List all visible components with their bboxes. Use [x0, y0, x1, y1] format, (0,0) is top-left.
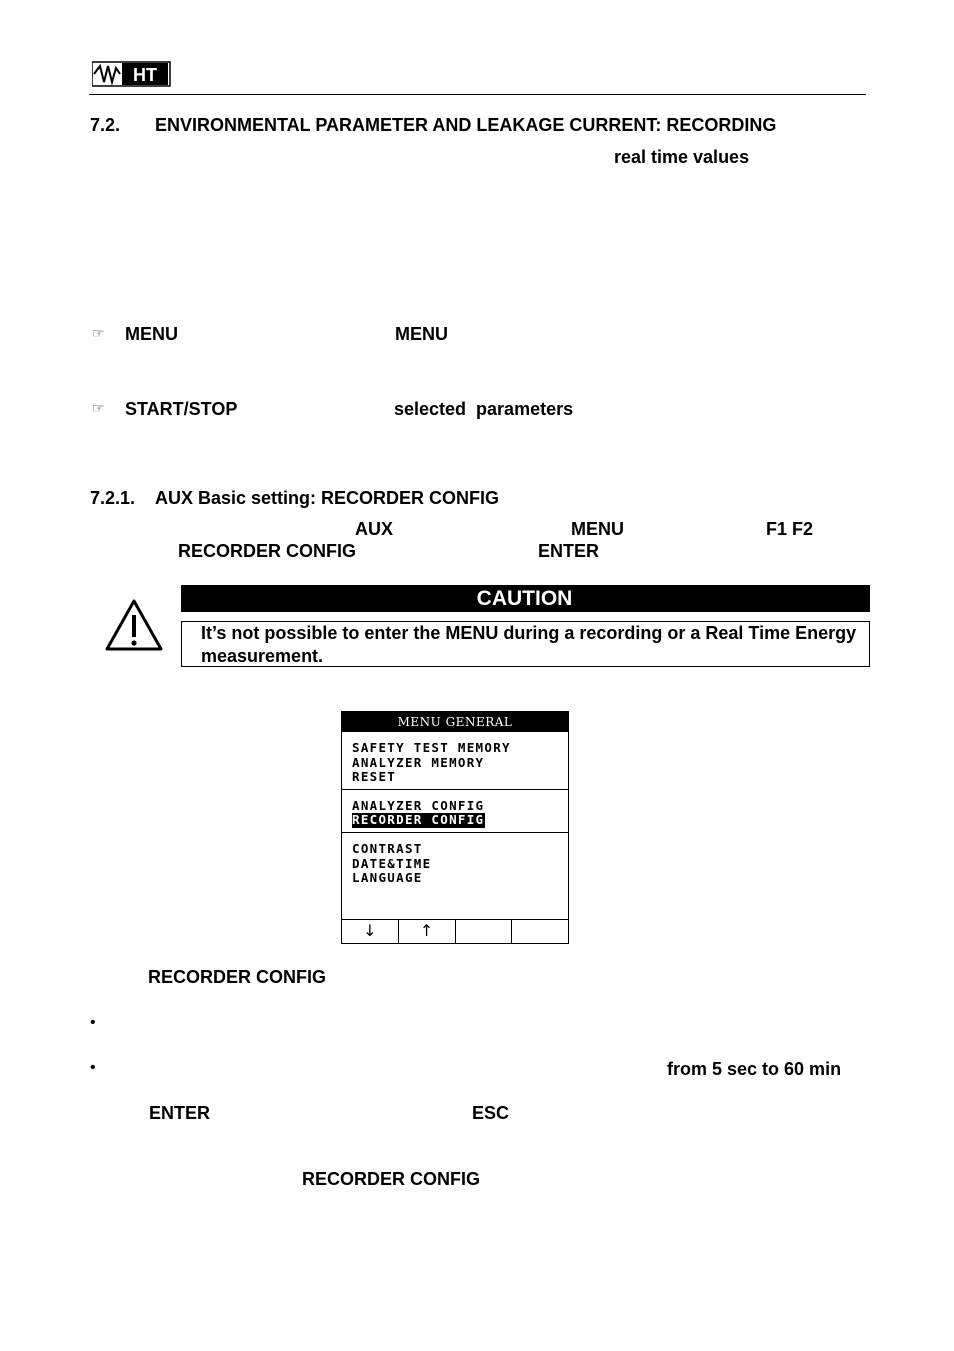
arrow-down-icon[interactable]: ↓ — [342, 920, 399, 943]
pointing-hand-icon: ☞ — [92, 325, 105, 341]
lcd-divider — [342, 832, 568, 833]
lcd-menu-item[interactable]: CONTRAST — [352, 841, 423, 856]
keyword-recorder-config: RECORDER CONFIG — [178, 541, 357, 561]
keyword-enter: ENTER — [538, 541, 600, 561]
keyword-f1-f2: F1 F2 — [766, 519, 814, 539]
step2-keyword-a: START/STOP — [125, 399, 238, 419]
lcd-menu-item[interactable]: LANGUAGE — [352, 870, 423, 885]
function-key-3[interactable] — [456, 920, 513, 943]
bullet-dot: • — [90, 1059, 96, 1076]
step2-keyword-b: selected parameters — [394, 399, 574, 419]
ht-logo — [92, 60, 172, 88]
lcd-menu-item[interactable]: ANALYZER MEMORY — [352, 755, 485, 770]
lcd-menu-item[interactable]: SAFETY TEST MEMORY — [352, 740, 511, 755]
lcd-menu-item[interactable]: RESET — [352, 769, 397, 784]
warning-triangle-icon — [104, 598, 164, 652]
keyword-esc: ESC — [472, 1103, 510, 1123]
lcd-divider — [342, 789, 568, 790]
function-key-4[interactable] — [512, 920, 568, 943]
svg-text:HT: HT — [133, 65, 157, 85]
lcd-title: MENU GENERAL — [342, 712, 568, 732]
keyword-aux: AUX — [355, 519, 394, 539]
lcd-menu-item-selected[interactable]: RECORDER CONFIG — [352, 812, 485, 827]
pointing-hand-icon: ☞ — [92, 400, 105, 416]
intro-keyword: real time values — [614, 147, 750, 167]
subsection-number: 7.2.1. — [90, 488, 136, 508]
footer-keyword: RECORDER CONFIG — [302, 1169, 481, 1189]
caution-title: CAUTION — [181, 585, 870, 612]
step1-keyword-a: MENU — [125, 324, 178, 344]
interval-range: from 5 sec to 60 min — [667, 1059, 842, 1079]
bullet-dot: • — [90, 1014, 96, 1031]
section-title: ENVIRONMENTAL PARAMETER AND LEAKAGE CURRENT: RECORDING — [155, 115, 777, 135]
step1-keyword-b: MENU — [395, 324, 448, 344]
caution-text: It’s not possible to enter the MENU during a recording or a Real Time Energy measurement. — [201, 623, 857, 666]
arrow-up-icon[interactable]: ↑ — [399, 920, 456, 943]
keyword-enter: ENTER — [149, 1103, 211, 1123]
section-number: 7.2. — [90, 115, 121, 135]
lcd-menu-item[interactable]: DATE&TIME — [352, 856, 432, 871]
recorder-config-heading: RECORDER CONFIG — [148, 967, 327, 987]
subsection-title: AUX Basic setting: RECORDER CONFIG — [155, 488, 500, 508]
header-divider — [89, 94, 866, 95]
lcd-menu-item[interactable]: ANALYZER CONFIG — [352, 798, 485, 813]
keyword-menu: MENU — [571, 519, 624, 539]
lcd-function-keys — [342, 919, 568, 943]
